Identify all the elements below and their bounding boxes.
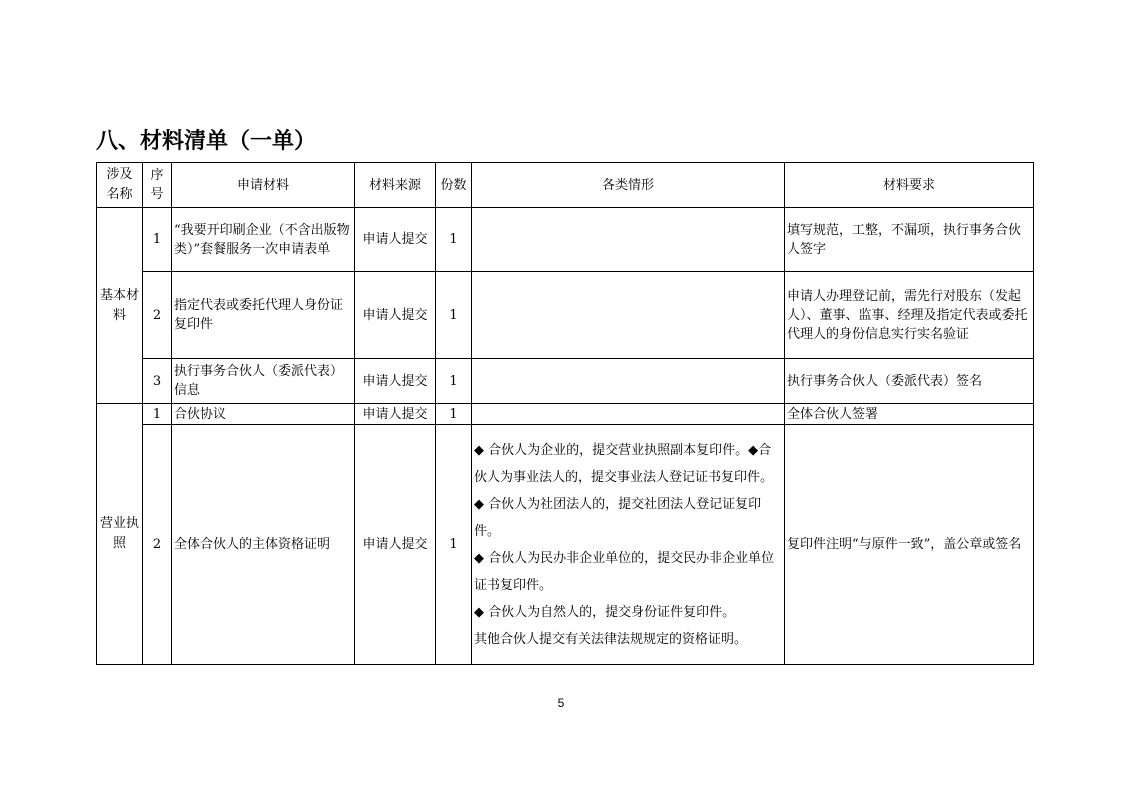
- page-title: 八、材料清单（一单）: [96, 129, 317, 154]
- requirement-cell: 填写规范，工整，不漏项，执行事务合伙人签字: [785, 208, 1034, 272]
- source-cell: 申请人提交: [355, 404, 436, 425]
- situation-cell: [472, 208, 785, 272]
- source-cell: 申请人提交: [355, 208, 436, 272]
- table-row: [97, 425, 1034, 665]
- seq-cell: 2: [143, 425, 172, 665]
- table-row: [97, 359, 1034, 404]
- material-cell: “我要开印刷企业（不含出版物类）”套餐服务一次申请表单: [172, 208, 355, 272]
- table-row: [97, 404, 1034, 425]
- seq-cell: 3: [143, 359, 172, 404]
- source-cell: 申请人提交: [355, 425, 436, 665]
- situation-item: ◆ 合伙人为企业的，提交营业执照副本复印件。◆合伙人为事业法人的，提交事业法人登记证书复印件。: [474, 442, 774, 485]
- header-source: 材料来源: [355, 163, 436, 208]
- material-cell: 指定代表或委托代理人身份证复印件: [172, 272, 355, 359]
- seq-cell: 2: [143, 272, 172, 359]
- source-cell: 申请人提交: [355, 272, 436, 359]
- copies-cell: 1: [436, 359, 472, 404]
- situation-item: ◆ 合伙人为民办非企业单位的，提交民办非企业单位证书复印件。: [474, 550, 775, 593]
- category-cell: 营业执 照: [97, 404, 143, 665]
- copies-cell: 1: [436, 404, 472, 425]
- situation-item: ◆ 合伙人为社团法人的，提交社团法人登记证复印件。: [474, 496, 762, 539]
- material-cell: 全体合伙人的主体资格证明: [172, 425, 355, 665]
- requirement-cell: 执行事务合伙人（委派代表）签名: [785, 359, 1034, 404]
- requirement-cell: 复印件注明“与原件一致”，盖公章或签名: [785, 425, 1034, 665]
- situation-cell: [472, 359, 785, 404]
- seq-cell: 1: [143, 208, 172, 272]
- material-cell: 执行事务合伙人（委派代表）信息: [172, 359, 355, 404]
- header-row: [97, 163, 1034, 208]
- page-number: 5: [557, 696, 565, 710]
- header-category: 涉及 名称: [97, 163, 143, 208]
- header-requirement: 材料要求: [785, 163, 1034, 208]
- requirement-cell: 全体合伙人签署: [785, 404, 1034, 425]
- source-cell: 申请人提交: [355, 359, 436, 404]
- header-seq: 序号: [143, 163, 172, 208]
- situation-cell: [472, 425, 785, 665]
- situation-cell: [472, 404, 785, 425]
- requirement-cell: 申请人办理登记前，需先行对股东（发起人）、董事、监事、经理及指定代表或委托代理人的身份信息实行实名验证: [785, 272, 1034, 359]
- table-row: [97, 272, 1034, 359]
- situation-item: ◆ 合伙人为自然人的，提交身份证件复印件。: [474, 604, 736, 620]
- copies-cell: 1: [436, 425, 472, 665]
- table-row: [97, 208, 1034, 272]
- copies-cell: 1: [436, 208, 472, 272]
- situation-cell: [472, 272, 785, 359]
- header-copies: 份数: [436, 163, 472, 208]
- situation-item: 其他合伙人提交有关法律法规规定的资格证明。: [474, 631, 748, 647]
- header-material: 申请材料: [172, 163, 355, 208]
- seq-cell: 1: [143, 404, 172, 425]
- copies-cell: 1: [436, 272, 472, 359]
- header-situation: 各类情形: [472, 163, 785, 208]
- materials-table: [96, 162, 1034, 665]
- material-cell: 合伙协议: [172, 404, 355, 425]
- category-cell: 基本材 料: [97, 208, 143, 404]
